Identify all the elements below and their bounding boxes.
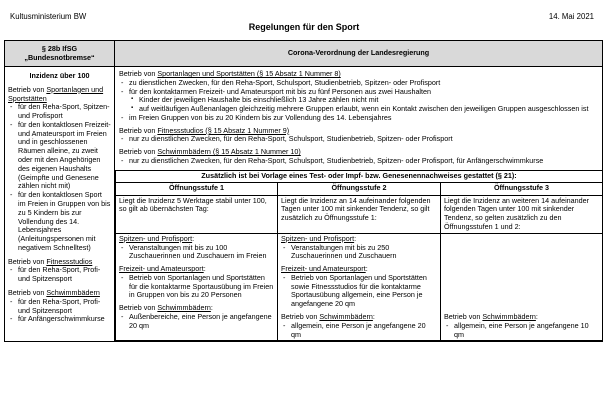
- regulations-table: [4, 40, 603, 342]
- stage-2-profisport: Spitzen- und Profisport: - Veranstaltungen mit bis zu 250 Zuschauerinnen und Zuschauern: [281, 235, 437, 261]
- list-item: - für Anfängerschwimmkurse: [8, 315, 111, 324]
- list-item: - nur zu dienstlichen Zwecken, für den Reha-Sport, Schulsport, Studienbetrieb, Spitzen- oder Profisport, für Anfängerschwimmkurse: [119, 157, 598, 166]
- list-item: - Betrieb von Sportanlagen und Sportstätten sowie Fitnessstudios für die kontaktarme Sportausübung allgemein, eine Person je angefangene 20 qm: [281, 274, 437, 309]
- vo-section-sportanlagen: [115, 70, 602, 123]
- section-prefix: Betrieb von: [444, 311, 483, 321]
- list-item: - Veranstaltungen mit bis zu 100 Zuschauerinnen und Zuschauern im Freien: [119, 244, 274, 262]
- stage-2-details: [278, 233, 441, 341]
- list-item: - zu dienstlichen Zwecken, für den Reha-Sport, Schulsport, Studienbetrieb, Spitzen- oder Profisport: [119, 79, 598, 88]
- stage-2-pools: Betrieb von Schwimmbädern: - allgemein, eine Person je angefangene 20 qm: [281, 313, 437, 339]
- ifsg-header-line1: § 28b IfSG: [41, 44, 78, 54]
- section-link-fitness: Fitnessstudios (§ 15 Absatz 1 Nummer 9): [157, 125, 290, 135]
- vo-section-fitness: [115, 127, 602, 145]
- section-prefix: Betrieb von: [119, 69, 158, 78]
- document-date: 14. Mai 2021: [548, 12, 594, 21]
- category-link: Schwimmbädern: [157, 303, 211, 313]
- incidence-title: Inzidenz über 100: [29, 71, 90, 80]
- stage-3-title: Öffnungsstufe 3: [441, 182, 603, 195]
- stage-3-intro: Liegt die Inzidenz an weiteren 14 aufeinander folgenden Tagen unter 100 mit sinkender Tendenz, so gelten zusätzlich zu den Öffnungsstufen 1 und 2:: [441, 195, 603, 233]
- corona-vo-header-cell: [115, 41, 603, 67]
- section-link-pools: Schwimmbädern: [46, 287, 100, 297]
- list-item: - Veranstaltungen mit bis zu 250 Zuschauerinnen und Zuschauern: [281, 244, 437, 262]
- stage-1-amateursport: Freizeit- und Amateursport: - Betrieb von Sportanlagen und Sportstätten für die kontaktarme Sportausübung im Freien in Gruppen von bis zu 20 Personen: [119, 265, 274, 300]
- section-link-sportanlagen: Sportanlagen und Sportstätten (§ 15 Absatz 1 Nummer 8): [157, 69, 341, 78]
- stage-2-amateursport: Freizeit- und Amateursport: - Betrieb von Sportanlagen und Sportstätten sowie Fitnessstudios für die kontaktarme Sportausübung allgemein, eine Person je angefangene 20 qm: [281, 265, 437, 309]
- document-title: Regelungen für den Sport: [248, 22, 360, 32]
- stage-1-title: Öffnungsstufe 1: [116, 182, 278, 195]
- list-item: - im Freien Gruppen von bis zu 20 Kindern bis zur Vollendung des 14. Lebensjahres: [119, 114, 598, 123]
- section-prefix: Betrieb von: [8, 256, 47, 266]
- list-item: - für den Reha-Sport, Profi- und Spitzensport: [8, 298, 111, 316]
- stage-1-intro: Liegt die Inzidenz 5 Werktage stabil unter 100, so gilt ab übernächsten Tag:: [116, 195, 278, 233]
- list-item: - allgemein, eine Person je angefangene 20 qm: [281, 322, 437, 340]
- bullet-item: ▪ Kinder der jeweiligen Haushalte bis einschließlich 13 Jahre zählen nicht mit: [119, 96, 598, 105]
- stage-3-pools: Betrieb von Schwimmbädern: - allgemein, eine Person je angefangene 10 qm: [444, 313, 599, 339]
- list-item: - für den kontaktlosen Sport im Freien in Gruppen von bis zu 5 Kindern bis zur Vollendung des 14. Lebensjahres (Anleitungspersonen mit negativem Schnelltest): [8, 191, 111, 252]
- list-item: - Betrieb von Sportanlagen und Sportstätten für die kontaktarme Sportausübung im Freien in Gruppen von bis zu 20 Personen: [119, 274, 274, 300]
- ifsg-header-line2: „Bundesnotbremse“: [24, 52, 95, 62]
- corona-vo-header: Corona-Verordnung der Landesregierung: [287, 48, 430, 58]
- section-prefix: Betrieb von: [8, 84, 47, 94]
- bullet-item: ▪ auf weitläufigen Außenanlagen gleichzeitig mehrere Gruppen erlaubt, wenn ein Kontakt zwischen den jeweiligen Gruppen ausgeschlossen ist: [119, 105, 598, 114]
- ifsg-section-pools: [8, 289, 111, 324]
- ifsg-section-fitness: [8, 258, 111, 284]
- ifsg-section-sportanlagen: [8, 86, 111, 253]
- category-link: Spitzen- und Profisport: [281, 233, 355, 243]
- list-item: - nur zu dienstlichen Zwecken, für den Reha-Sport, Schulsport, Studienbetrieb, Spitzen- oder Profisport: [119, 135, 598, 144]
- section-prefix: Betrieb von: [119, 125, 158, 135]
- section-prefix: Betrieb von: [119, 147, 158, 157]
- section-prefix: Betrieb von: [281, 311, 320, 321]
- stage-1-profisport: Spitzen- und Profisport: - Veranstaltungen mit bis zu 100 Zuschauerinnen und Zuschauern im Freien: [119, 235, 274, 261]
- category-link: Freizeit- und Amateursport: [281, 264, 366, 274]
- list-item: - allgemein, eine Person je angefangene 10 qm: [444, 322, 599, 340]
- list-item: - für den kontaktlosen Freizeit- und Amateursport im Freien und in geschlossenen Räumen alleine, zu zweit oder mit den Angehörigen des eigenen Haushalts (Geimpfte und Genesene zählen nicht mit): [8, 121, 111, 191]
- list-item: - für den Reha-Sport, Profi- und Spitzensport: [8, 266, 111, 284]
- section-prefix: Betrieb von: [8, 287, 47, 297]
- stage-2-title: Öffnungsstufe 2: [278, 182, 441, 195]
- section-link-sportanlagen: Sportanlagen und Sportstätten: [8, 84, 104, 103]
- category-link: Schwimmbädern: [482, 311, 536, 321]
- stage-3-details: [441, 233, 603, 341]
- section-prefix: Betrieb von: [119, 303, 158, 313]
- opening-stages-heading: Zusätzlich ist bei Vorlage eines Test- oder Impf- bzw. Genesenennachweises gestattet (§ 21):: [116, 170, 603, 182]
- category-link: Schwimmbädern: [319, 311, 373, 321]
- stage-2-intro: Liegt die Inzidenz an 14 aufeinander folgenden Tagen unter 100 mit sinkender Tendenz, so gilt zusätzlich zu Öffnungsstufe 1:: [278, 195, 441, 233]
- section-link-pools: Schwimmbädern (§ 15 Absatz 1 Nummer 10): [157, 147, 301, 157]
- list-item-text: für den kontaktarmen Freizeit- und Amateursport mit bis zu fünf Personen aus zwei Haushalten: [129, 86, 432, 96]
- stage-1-details: [116, 233, 278, 341]
- ministry-name: Kultusministerium BW: [10, 12, 87, 21]
- stage-1-pools: Betrieb von Schwimmbädern: - Außenbereiche, eine Person je angefangene 20 qm: [119, 304, 274, 330]
- list-item: - für den Reha-Sport, Spitzen- und Profisport: [8, 103, 111, 121]
- category-link: Spitzen- und Profisport: [119, 233, 193, 243]
- corona-vo-column: [115, 67, 603, 342]
- ifsg-column: [5, 67, 115, 342]
- vo-section-pools: [115, 148, 602, 166]
- section-link-fitness: Fitnessstudios: [46, 256, 93, 266]
- document-header: [0, 8, 608, 32]
- list-item: - Außenbereiche, eine Person je angefangene 20 qm: [119, 313, 274, 331]
- ifsg-header-cell: [5, 41, 115, 67]
- category-link: Freizeit- und Amateursport: [119, 264, 204, 274]
- opening-stages-table: [115, 170, 603, 342]
